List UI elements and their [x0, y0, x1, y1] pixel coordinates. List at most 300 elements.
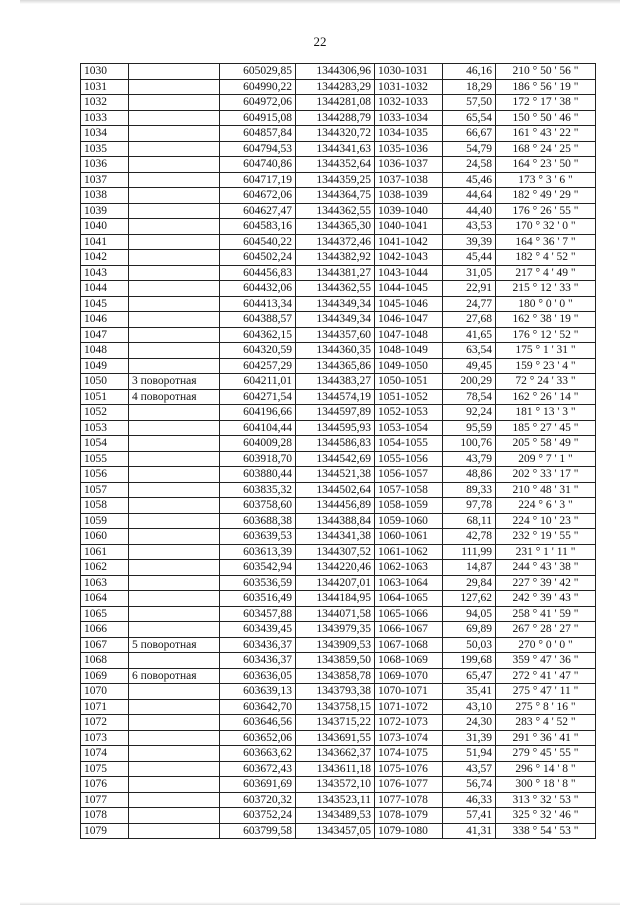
direction-angle-cell: 170 ° 32 ' 0 ": [496, 219, 596, 235]
distance-cell: 78,54: [443, 389, 496, 405]
coord-x-cell: 603436,37: [220, 653, 296, 669]
segment-cell: 1066-1067: [375, 622, 443, 638]
segment-cell: 1068-1069: [375, 653, 443, 669]
distance-cell: 97,78: [443, 498, 496, 514]
segment-cell: 1072-1073: [375, 715, 443, 731]
segment-cell: 1040-1041: [375, 219, 443, 235]
point-type-cell: [129, 436, 220, 452]
table-row: [81, 374, 596, 390]
coord-x-cell: 603542,94: [220, 560, 296, 576]
table-row: [81, 544, 596, 560]
segment-cell: 1074-1075: [375, 746, 443, 762]
segment-cell: 1075-1076: [375, 761, 443, 777]
distance-cell: 24,58: [443, 157, 496, 173]
point-number-cell: 1046: [81, 312, 129, 328]
point-number-cell: 1040: [81, 219, 129, 235]
coord-x-cell: 604009,28: [220, 436, 296, 452]
distance-cell: 43,57: [443, 761, 496, 777]
coord-y-cell: 1344362,55: [296, 203, 375, 219]
point-type-cell: [129, 777, 220, 793]
distance-cell: 89,33: [443, 482, 496, 498]
direction-angle-cell: 172 ° 17 ' 38 ": [496, 95, 596, 111]
segment-cell: 1051-1052: [375, 389, 443, 405]
table-row: [81, 482, 596, 498]
table-row: [81, 560, 596, 576]
point-type-cell: 6 поворотная: [129, 668, 220, 684]
distance-cell: 18,29: [443, 79, 496, 95]
segment-cell: 1052-1053: [375, 405, 443, 421]
segment-cell: 1036-1037: [375, 157, 443, 173]
table-row: [81, 203, 596, 219]
table-row: [81, 141, 596, 157]
segment-cell: 1055-1056: [375, 451, 443, 467]
coord-y-cell: 1344365,86: [296, 358, 375, 374]
table-row: [81, 327, 596, 343]
segment-cell: 1045-1046: [375, 296, 443, 312]
table-row: [81, 622, 596, 638]
point-type-cell: [129, 653, 220, 669]
coord-y-cell: 1344349,34: [296, 312, 375, 328]
coord-x-cell: 603636,05: [220, 668, 296, 684]
segment-cell: 1042-1043: [375, 250, 443, 266]
point-number-cell: 1071: [81, 699, 129, 715]
direction-angle-cell: 205 ° 58 ' 49 ": [496, 436, 596, 452]
coord-y-cell: 1344288,79: [296, 110, 375, 126]
point-type-cell: [129, 715, 220, 731]
coord-y-cell: 1343859,50: [296, 653, 375, 669]
point-number-cell: 1043: [81, 265, 129, 281]
point-type-cell: [129, 141, 220, 157]
coord-x-cell: 603691,69: [220, 777, 296, 793]
coord-y-cell: 1344341,63: [296, 141, 375, 157]
table-row: [81, 498, 596, 514]
coord-y-cell: 1344542,69: [296, 451, 375, 467]
segment-cell: 1071-1072: [375, 699, 443, 715]
coord-x-cell: 604990,22: [220, 79, 296, 95]
table-row: [81, 343, 596, 359]
coord-y-cell: 1343858,78: [296, 668, 375, 684]
coord-y-cell: 1344207,01: [296, 575, 375, 591]
coord-x-cell: 604196,66: [220, 405, 296, 421]
coord-y-cell: 1343909,53: [296, 637, 375, 653]
coord-x-cell: 603642,70: [220, 699, 296, 715]
point-number-cell: 1034: [81, 126, 129, 142]
point-type-cell: [129, 544, 220, 560]
coord-x-cell: 603835,32: [220, 482, 296, 498]
table-row: [81, 157, 596, 173]
distance-cell: 45,44: [443, 250, 496, 266]
distance-cell: 100,76: [443, 436, 496, 452]
coord-y-cell: 1344388,84: [296, 513, 375, 529]
table-row: [81, 79, 596, 95]
distance-cell: 111,99: [443, 544, 496, 560]
distance-cell: 56,74: [443, 777, 496, 793]
direction-angle-cell: 162 ° 38 ' 19 ": [496, 312, 596, 328]
coord-y-cell: 1344184,95: [296, 591, 375, 607]
segment-cell: 1078-1079: [375, 808, 443, 824]
coord-y-cell: 1344352,64: [296, 157, 375, 173]
direction-angle-cell: 210 ° 50 ' 56 ": [496, 64, 596, 80]
distance-cell: 41,65: [443, 327, 496, 343]
direction-angle-cell: 185 ° 27 ' 45 ": [496, 420, 596, 436]
distance-cell: 57,41: [443, 808, 496, 824]
segment-cell: 1057-1058: [375, 482, 443, 498]
segment-cell: 1067-1068: [375, 637, 443, 653]
distance-cell: 54,79: [443, 141, 496, 157]
table-row: [81, 389, 596, 405]
point-type-cell: [129, 513, 220, 529]
scan-top-edge: [20, 0, 620, 4]
point-type-cell: [129, 126, 220, 142]
segment-cell: 1073-1074: [375, 730, 443, 746]
distance-cell: 69,89: [443, 622, 496, 638]
coord-y-cell: 1343572,10: [296, 777, 375, 793]
direction-angle-cell: 164 ° 36 ' 7 ": [496, 234, 596, 250]
direction-angle-cell: 186 ° 56 ' 19 ": [496, 79, 596, 95]
segment-cell: 1048-1049: [375, 343, 443, 359]
point-number-cell: 1049: [81, 358, 129, 374]
segment-cell: 1038-1039: [375, 188, 443, 204]
coord-y-cell: 1344359,25: [296, 172, 375, 188]
distance-cell: 51,94: [443, 746, 496, 762]
coord-x-cell: 603639,13: [220, 684, 296, 700]
direction-angle-cell: 161 ° 43 ' 22 ": [496, 126, 596, 142]
direction-angle-cell: 272 ° 41 ' 47 ": [496, 668, 596, 684]
table-row: [81, 808, 596, 824]
direction-angle-cell: 231 ° 1 ' 11 ": [496, 544, 596, 560]
point-number-cell: 1066: [81, 622, 129, 638]
distance-cell: 92,24: [443, 405, 496, 421]
coord-x-cell: 603799,58: [220, 823, 296, 839]
direction-angle-cell: 325 ° 32 ' 46 ": [496, 808, 596, 824]
point-number-cell: 1048: [81, 343, 129, 359]
coord-y-cell: 1344320,72: [296, 126, 375, 142]
coord-x-cell: 603918,70: [220, 451, 296, 467]
coord-y-cell: 1344595,93: [296, 420, 375, 436]
direction-angle-cell: 224 ° 6 ' 3 ": [496, 498, 596, 514]
segment-cell: 1037-1038: [375, 172, 443, 188]
point-type-cell: [129, 157, 220, 173]
table-row: [81, 746, 596, 762]
distance-cell: 46,33: [443, 792, 496, 808]
direction-angle-cell: 227 ° 39 ' 42 ": [496, 575, 596, 591]
point-type-cell: [129, 405, 220, 421]
point-type-cell: [129, 591, 220, 607]
point-number-cell: 1064: [81, 591, 129, 607]
coord-y-cell: 1344365,30: [296, 219, 375, 235]
point-number-cell: 1074: [81, 746, 129, 762]
direction-angle-cell: 159 ° 23 ' 4 ": [496, 358, 596, 374]
direction-angle-cell: 176 ° 12 ' 52 ": [496, 327, 596, 343]
table-row: [81, 172, 596, 188]
coord-x-cell: 603639,53: [220, 529, 296, 545]
point-number-cell: 1055: [81, 451, 129, 467]
direction-angle-cell: 175 ° 1 ' 31 ": [496, 343, 596, 359]
segment-cell: 1062-1063: [375, 560, 443, 576]
coord-y-cell: 1344502,64: [296, 482, 375, 498]
coordinates-table: [80, 63, 596, 839]
direction-angle-cell: 275 ° 8 ' 16 ": [496, 699, 596, 715]
table-row: [81, 250, 596, 266]
direction-angle-cell: 258 ° 41 ' 59 ": [496, 606, 596, 622]
coord-x-cell: 603663,62: [220, 746, 296, 762]
segment-cell: 1046-1047: [375, 312, 443, 328]
table-row: [81, 219, 596, 235]
coord-x-cell: 603457,88: [220, 606, 296, 622]
segment-cell: 1079-1080: [375, 823, 443, 839]
coord-x-cell: 604456,83: [220, 265, 296, 281]
table-row: [81, 405, 596, 421]
table-row: [81, 823, 596, 839]
point-number-cell: 1068: [81, 653, 129, 669]
direction-angle-cell: 267 ° 28 ' 27 ": [496, 622, 596, 638]
coord-x-cell: 604740,86: [220, 157, 296, 173]
direction-angle-cell: 168 ° 24 ' 25 ": [496, 141, 596, 157]
table-row: [81, 110, 596, 126]
direction-angle-cell: 242 ° 39 ' 43 ": [496, 591, 596, 607]
point-type-cell: [129, 79, 220, 95]
direction-angle-cell: 217 ° 4 ' 49 ": [496, 265, 596, 281]
point-number-cell: 1051: [81, 389, 129, 405]
point-number-cell: 1077: [81, 792, 129, 808]
coord-x-cell: 604413,34: [220, 296, 296, 312]
point-type-cell: [129, 95, 220, 111]
coord-y-cell: 1344586,83: [296, 436, 375, 452]
distance-cell: 24,30: [443, 715, 496, 731]
segment-cell: 1047-1048: [375, 327, 443, 343]
coord-x-cell: 604432,06: [220, 281, 296, 297]
distance-cell: 199,68: [443, 653, 496, 669]
direction-angle-cell: 359 ° 47 ' 36 ": [496, 653, 596, 669]
coord-x-cell: 604211,01: [220, 374, 296, 390]
distance-cell: 49,45: [443, 358, 496, 374]
table-row: [81, 715, 596, 731]
segment-cell: 1050-1051: [375, 374, 443, 390]
table-row: [81, 188, 596, 204]
table-row: [81, 126, 596, 142]
point-type-cell: [129, 265, 220, 281]
point-number-cell: 1045: [81, 296, 129, 312]
coord-x-cell: 603536,59: [220, 575, 296, 591]
distance-cell: 43,10: [443, 699, 496, 715]
point-type-cell: [129, 730, 220, 746]
coord-x-cell: 604271,54: [220, 389, 296, 405]
point-number-cell: 1050: [81, 374, 129, 390]
point-type-cell: [129, 219, 220, 235]
direction-angle-cell: 224 ° 10 ' 23 ": [496, 513, 596, 529]
distance-cell: 31,05: [443, 265, 496, 281]
coord-y-cell: 1344456,89: [296, 498, 375, 514]
point-type-cell: 3 поворотная: [129, 374, 220, 390]
table-row: [81, 591, 596, 607]
point-number-cell: 1036: [81, 157, 129, 173]
coord-y-cell: 1344220,46: [296, 560, 375, 576]
point-type-cell: [129, 343, 220, 359]
point-type-cell: [129, 358, 220, 374]
point-number-cell: 1072: [81, 715, 129, 731]
direction-angle-cell: 300 ° 18 ' 8 ": [496, 777, 596, 793]
segment-cell: 1076-1077: [375, 777, 443, 793]
point-type-cell: [129, 761, 220, 777]
coord-x-cell: 604627,47: [220, 203, 296, 219]
coord-x-cell: 604717,19: [220, 172, 296, 188]
coord-x-cell: 604388,57: [220, 312, 296, 328]
point-type-cell: [129, 792, 220, 808]
coord-y-cell: 1344383,27: [296, 374, 375, 390]
coord-y-cell: 1344307,52: [296, 544, 375, 560]
coord-y-cell: 1343691,55: [296, 730, 375, 746]
coord-y-cell: 1344306,96: [296, 64, 375, 80]
distance-cell: 42,78: [443, 529, 496, 545]
segment-cell: 1041-1042: [375, 234, 443, 250]
coord-y-cell: 1343611,18: [296, 761, 375, 777]
point-type-cell: [129, 622, 220, 638]
direction-angle-cell: 180 ° 0 ' 0 ": [496, 296, 596, 312]
table-row: [81, 777, 596, 793]
direction-angle-cell: 215 ° 12 ' 33 ": [496, 281, 596, 297]
table-row: [81, 730, 596, 746]
table-row: [81, 761, 596, 777]
table-row: [81, 668, 596, 684]
distance-cell: 24,77: [443, 296, 496, 312]
distance-cell: 48,86: [443, 467, 496, 483]
coord-x-cell: 603436,37: [220, 637, 296, 653]
coord-x-cell: 603516,49: [220, 591, 296, 607]
point-type-cell: [129, 281, 220, 297]
point-number-cell: 1076: [81, 777, 129, 793]
coord-x-cell: 605029,85: [220, 64, 296, 80]
segment-cell: 1060-1061: [375, 529, 443, 545]
point-type-cell: [129, 529, 220, 545]
direction-angle-cell: 173 ° 3 ' 6 ": [496, 172, 596, 188]
coord-y-cell: 1343758,15: [296, 699, 375, 715]
coord-x-cell: 603613,39: [220, 544, 296, 560]
point-number-cell: 1052: [81, 405, 129, 421]
point-type-cell: [129, 234, 220, 250]
point-type-cell: [129, 560, 220, 576]
coord-x-cell: 603758,60: [220, 498, 296, 514]
direction-angle-cell: 182 ° 4 ' 52 ": [496, 250, 596, 266]
point-number-cell: 1056: [81, 467, 129, 483]
table-row: [81, 281, 596, 297]
direction-angle-cell: 279 ° 45 ' 55 ": [496, 746, 596, 762]
point-type-cell: [129, 699, 220, 715]
point-number-cell: 1061: [81, 544, 129, 560]
segment-cell: 1030-1031: [375, 64, 443, 80]
point-type-cell: 4 поворотная: [129, 389, 220, 405]
coord-y-cell: 1344281,08: [296, 95, 375, 111]
coord-x-cell: 604320,59: [220, 343, 296, 359]
table-row: [81, 684, 596, 700]
table-row: [81, 575, 596, 591]
table-row: [81, 467, 596, 483]
direction-angle-cell: 232 ° 19 ' 55 ": [496, 529, 596, 545]
coord-y-cell: 1344283,29: [296, 79, 375, 95]
segment-cell: 1035-1036: [375, 141, 443, 157]
point-number-cell: 1079: [81, 823, 129, 839]
coord-x-cell: 604583,16: [220, 219, 296, 235]
point-type-cell: [129, 64, 220, 80]
direction-angle-cell: 244 ° 43 ' 38 ": [496, 560, 596, 576]
direction-angle-cell: 150 ° 50 ' 46 ": [496, 110, 596, 126]
segment-cell: 1049-1050: [375, 358, 443, 374]
direction-angle-cell: 202 ° 33 ' 17 ": [496, 467, 596, 483]
distance-cell: 44,64: [443, 188, 496, 204]
distance-cell: 29,84: [443, 575, 496, 591]
point-number-cell: 1037: [81, 172, 129, 188]
segment-cell: 1070-1071: [375, 684, 443, 700]
page-number: 22: [313, 34, 327, 49]
coord-x-cell: 604915,08: [220, 110, 296, 126]
segment-cell: 1054-1055: [375, 436, 443, 452]
table-row: [81, 296, 596, 312]
direction-angle-cell: 275 ° 47 ' 11 ": [496, 684, 596, 700]
point-number-cell: 1058: [81, 498, 129, 514]
segment-cell: 1061-1062: [375, 544, 443, 560]
segment-cell: 1031-1032: [375, 79, 443, 95]
segment-cell: 1063-1064: [375, 575, 443, 591]
table-row: [81, 95, 596, 111]
coord-x-cell: 603672,43: [220, 761, 296, 777]
point-type-cell: [129, 823, 220, 839]
direction-angle-cell: 291 ° 36 ' 41 ": [496, 730, 596, 746]
coord-y-cell: 1343715,22: [296, 715, 375, 731]
table-row: [81, 234, 596, 250]
coord-y-cell: 1344357,60: [296, 327, 375, 343]
segment-cell: 1064-1065: [375, 591, 443, 607]
point-number-cell: 1062: [81, 560, 129, 576]
point-number-cell: 1078: [81, 808, 129, 824]
direction-angle-cell: 162 ° 26 ' 14 ": [496, 389, 596, 405]
point-number-cell: 1073: [81, 730, 129, 746]
point-type-cell: [129, 110, 220, 126]
point-number-cell: 1044: [81, 281, 129, 297]
distance-cell: 44,40: [443, 203, 496, 219]
point-number-cell: 1035: [81, 141, 129, 157]
point-type-cell: 5 поворотная: [129, 637, 220, 653]
point-number-cell: 1031: [81, 79, 129, 95]
coord-x-cell: 604857,84: [220, 126, 296, 142]
direction-angle-cell: 283 ° 4 ' 52 ": [496, 715, 596, 731]
distance-cell: 66,67: [443, 126, 496, 142]
point-number-cell: 1038: [81, 188, 129, 204]
point-number-cell: 1057: [81, 482, 129, 498]
distance-cell: 57,50: [443, 95, 496, 111]
point-number-cell: 1069: [81, 668, 129, 684]
point-number-cell: 1033: [81, 110, 129, 126]
direction-angle-cell: 72 ° 24 ' 33 ": [496, 374, 596, 390]
point-type-cell: [129, 498, 220, 514]
coord-x-cell: 603646,56: [220, 715, 296, 731]
coord-x-cell: 603720,32: [220, 792, 296, 808]
distance-cell: 35,41: [443, 684, 496, 700]
coord-x-cell: 604257,29: [220, 358, 296, 374]
table-row: [81, 265, 596, 281]
point-type-cell: [129, 172, 220, 188]
point-number-cell: 1075: [81, 761, 129, 777]
point-type-cell: [129, 420, 220, 436]
distance-cell: 200,29: [443, 374, 496, 390]
table-row: [81, 637, 596, 653]
coord-x-cell: 603652,06: [220, 730, 296, 746]
distance-cell: 68,11: [443, 513, 496, 529]
point-type-cell: [129, 575, 220, 591]
coord-x-cell: 603752,24: [220, 808, 296, 824]
distance-cell: 27,68: [443, 312, 496, 328]
coord-y-cell: 1343793,38: [296, 684, 375, 700]
table-row: [81, 653, 596, 669]
distance-cell: 94,05: [443, 606, 496, 622]
